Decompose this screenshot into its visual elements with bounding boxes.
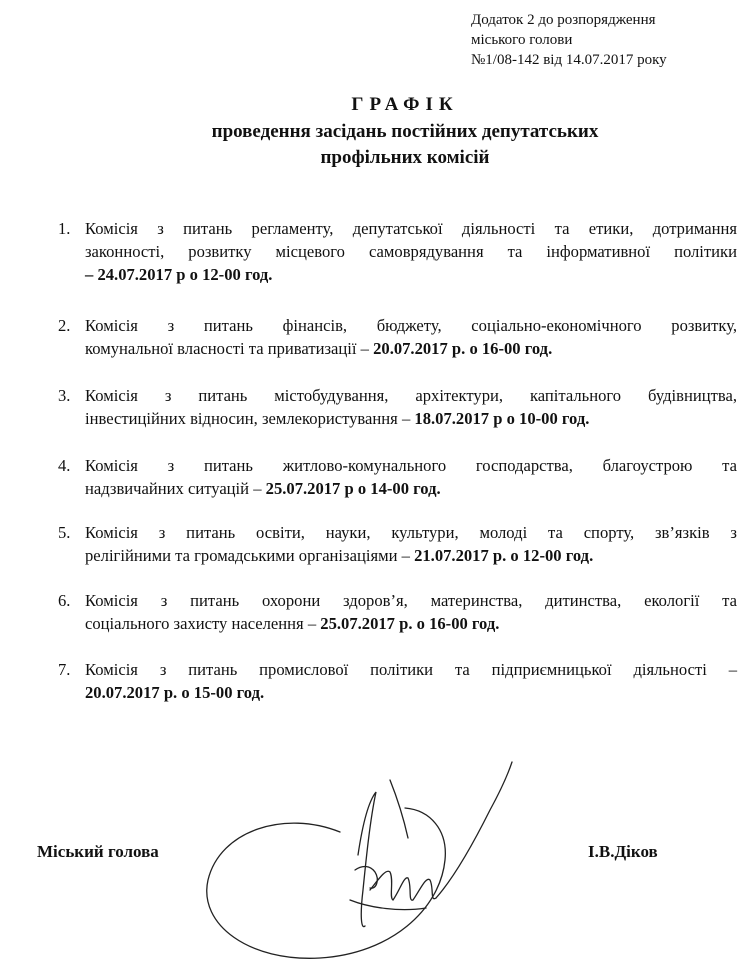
signatory-role: Міський голова	[37, 842, 159, 861]
item-meeting-date: 18.07.2017 р о 10-00 год.	[414, 409, 590, 428]
item-meeting-date: 25.07.2017 р. о 16-00 год.	[320, 614, 500, 633]
item-text-line	[85, 408, 737, 430]
item-number: 4.	[58, 456, 71, 475]
item-text-line: Комісія з питань житлово-комунального господарства, благоустрою та	[85, 456, 737, 475]
subtitle-line-2: профільних комісій	[320, 147, 490, 168]
item-meeting-date: – 24.07.2017 р о 12-00 год.	[85, 265, 273, 284]
subtitle-line-1: проведення засідань постійних депутатських	[211, 121, 599, 142]
item-text-line	[85, 264, 737, 286]
item-text: соціального захисту населення –	[85, 614, 321, 633]
addendum-line-3: №1/08-142 від 14.07.2017 року	[471, 52, 667, 68]
item-text-line: законності, розвитку місцевого самоврядування та інформативної політики	[85, 242, 737, 261]
item-text: комунальної власності та приватизації –	[85, 339, 374, 358]
item-text-line	[85, 338, 737, 360]
item-text-line	[85, 613, 737, 635]
item-number: 5.	[58, 523, 71, 542]
addendum-header	[471, 10, 741, 70]
item-meeting-date: 20.07.2017 р. о 16-00 год.	[373, 339, 553, 358]
item-meeting-date: 25.07.2017 р о 14-00 год.	[265, 479, 441, 498]
item-meeting-date: 21.07.2017 р. о 12-00 год.	[414, 546, 594, 565]
item-number: 2.	[58, 316, 71, 335]
item-number: 6.	[58, 591, 71, 610]
item-text: інвестиційних відносин, землекористування –	[85, 409, 415, 428]
item-text-line: Комісія з питань фінансів, бюджету, соціально-економічного розвитку,	[85, 316, 737, 335]
item-text-line: Комісія з питань промислової політики та підприємницької діяльності –	[85, 660, 737, 679]
item-text-line: Комісія з питань містобудування, архітектури, капітального будівництва,	[85, 386, 737, 405]
handwritten-signature	[190, 740, 520, 970]
item-number: 3.	[58, 386, 71, 405]
item-text: релігійними та громадськими організаціями –	[85, 546, 415, 565]
item-text-line: Комісія з питань охорони здоров’я, материнства, дитинства, екології та	[85, 591, 737, 610]
item-number: 1.	[58, 219, 71, 238]
item-text-line	[85, 545, 737, 567]
addendum-line-2: міського голови	[471, 32, 573, 48]
item-number: 7.	[58, 660, 71, 679]
document-title: ГРАФІК	[351, 94, 459, 115]
item-meeting-date: 20.07.2017 р. о 15-00 год.	[85, 683, 265, 702]
addendum-line-1: Додаток 2 до розпорядження	[471, 12, 656, 28]
item-text-line: Комісія з питань регламенту, депутатської діяльності та етики, дотримання	[85, 219, 737, 238]
item-text-line	[85, 478, 737, 500]
item-text-line	[85, 682, 737, 704]
document-subtitle	[30, 119, 750, 171]
signatory-name: І.В.Діков	[588, 842, 658, 861]
item-text: надзвичайних ситуацій –	[85, 479, 266, 498]
item-text-line: Комісія з питань освіти, науки, культури, молоді та спорту, зв’язків з	[85, 523, 737, 542]
